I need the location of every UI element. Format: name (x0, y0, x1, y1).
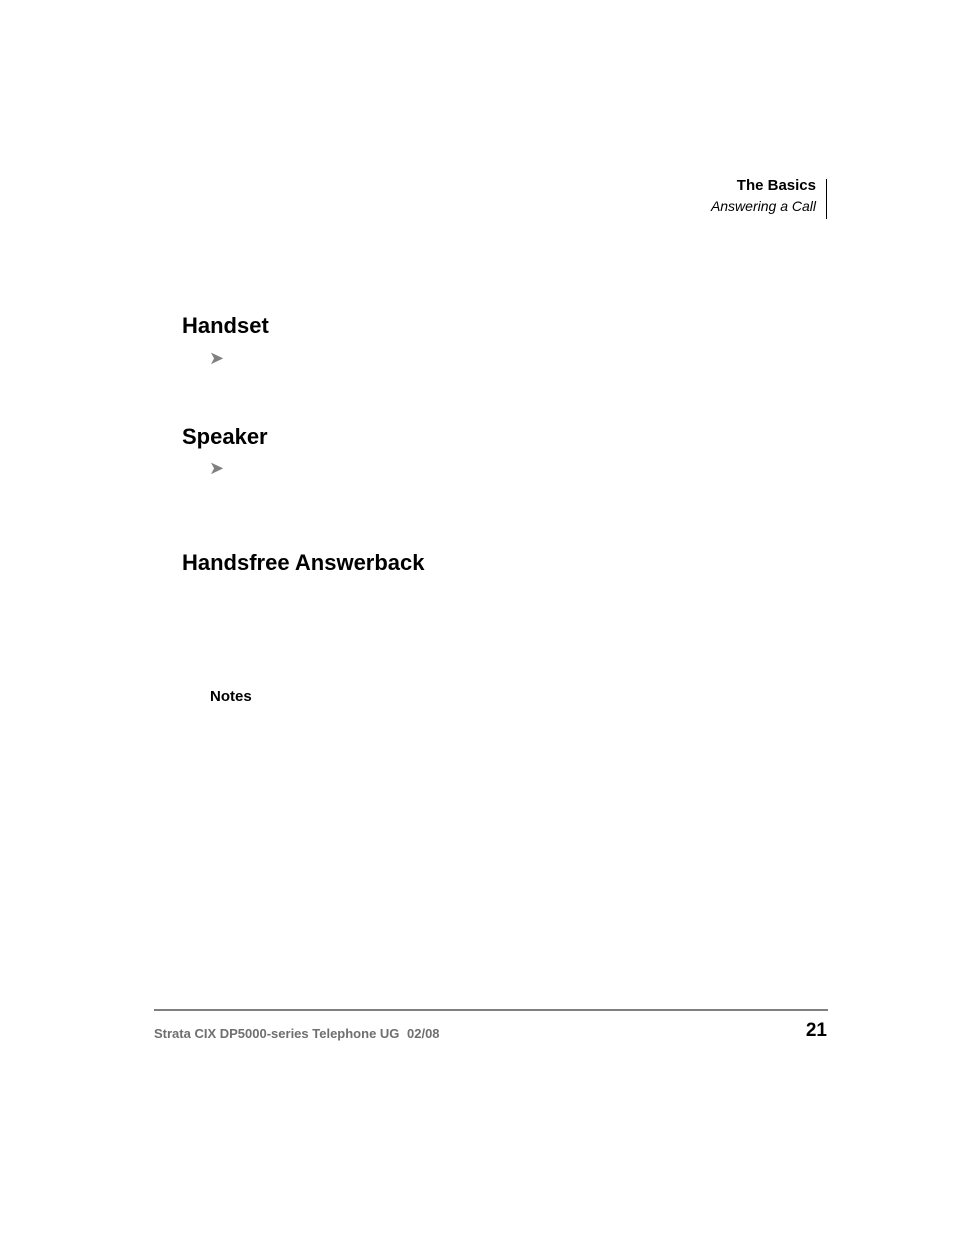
notes-label: Notes (210, 688, 252, 705)
page-number: 21 (805, 1020, 827, 1041)
header-vertical-rule (826, 179, 827, 219)
heading-handset: Handset (182, 313, 269, 338)
arrow-bullet-icon: ➤ (209, 458, 225, 478)
footer-rule (154, 1009, 828, 1011)
running-header (711, 177, 816, 217)
footer-document-title: Strata CIX DP5000-series Telephone UG (154, 1026, 400, 1041)
heading-handsfree-answerback: Handsfree Answerback (182, 550, 425, 575)
section-title: Answering a Call (710, 198, 816, 214)
chapter-title: The Basics (736, 177, 816, 194)
heading-speaker: Speaker (182, 424, 268, 449)
footer-date: 02/08 (407, 1026, 440, 1041)
arrow-bullet-icon: ➤ (209, 348, 225, 368)
